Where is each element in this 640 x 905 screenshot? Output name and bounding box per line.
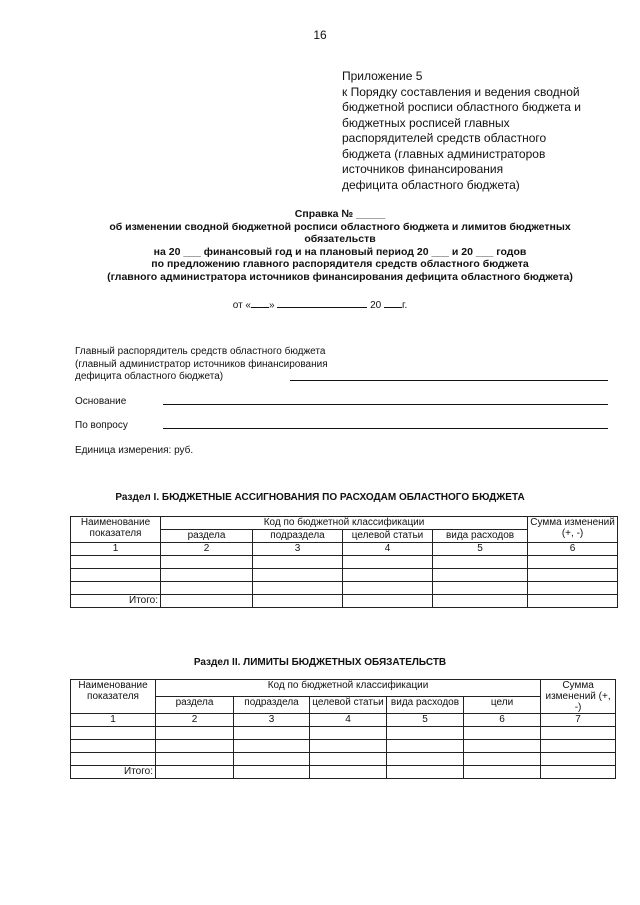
header-name: Наименование показателя [71,517,161,543]
title-line: по предложению главного распорядителя средств областного бюджета [151,258,529,271]
total-label: Итого: [71,766,156,779]
appendix-line: Приложение 5 [342,69,423,83]
header-code: Код по бюджетной классификации [156,680,541,697]
table-cell[interactable] [343,582,433,595]
total-row [71,766,616,779]
section2-table [70,679,616,779]
day-blank[interactable] [251,297,269,308]
title-line: (главного администратора источников финансирования дефицита областного бюджета) [107,270,573,283]
basis-label: Основание [75,396,127,407]
table-cell[interactable] [156,753,234,766]
subheader-expense-type: вида расходов [433,530,528,543]
subheader-razdel: раздела [156,697,234,714]
table-cell[interactable] [541,727,616,740]
month-blank[interactable] [277,297,367,308]
table-cell[interactable] [528,569,618,582]
table-cell[interactable] [528,556,618,569]
title-line: обязательств [304,233,376,246]
appendix-line: бюджета (главных администраторов [342,146,546,161]
col-number: 5 [433,543,528,556]
table-cell[interactable] [71,569,161,582]
page-number: 16 [313,28,327,42]
subheader-razdel: раздела [161,530,253,543]
table-row [71,727,616,740]
appendix-line: распорядителей средств областного [342,131,547,145]
table-cell[interactable] [253,556,343,569]
table-cell[interactable] [71,582,161,595]
table-row [71,582,618,595]
col-number: 2 [161,543,253,556]
distributor-line: (главный администратор источников финансирования [75,358,328,370]
subheader-goal: цели [464,697,541,714]
table-cell[interactable] [161,582,253,595]
table-row [71,556,618,569]
table-cell[interactable] [253,569,343,582]
table-cell[interactable] [433,569,528,582]
total-label: Итого: [71,595,161,608]
basis-blank[interactable] [163,404,608,405]
table-cell[interactable] [541,766,616,779]
table-cell[interactable] [71,740,156,753]
appendix-line: бюджетных росписей главных [342,115,510,130]
table-cell[interactable] [464,727,541,740]
section1-title: Раздел I. БЮДЖЕТНЫЕ АССИГНОВАНИЯ ПО РАСХОДАМ ОБЛАСТНОГО БЮДЖЕТА [115,492,525,503]
document-title [70,208,610,284]
year-blank[interactable] [384,297,402,308]
table-cell[interactable] [387,753,464,766]
table-cell[interactable] [541,740,616,753]
table-cell[interactable] [464,740,541,753]
number-row [71,543,618,556]
table-cell[interactable] [310,766,387,779]
col-number: 5 [387,714,464,727]
col-number: 1 [71,714,156,727]
question-blank[interactable] [163,428,608,429]
table-row [71,569,618,582]
question-label: По вопросу [75,420,128,431]
distributor-line: дефицита областного бюджета) [75,371,224,382]
table-cell[interactable] [433,582,528,595]
table-cell[interactable] [71,556,161,569]
subheader-podrazdel: подраздела [234,697,310,714]
col-number: 1 [71,543,161,556]
table-cell[interactable] [156,740,234,753]
table-cell[interactable] [234,740,310,753]
table-row [71,740,616,753]
table-cell[interactable] [464,766,541,779]
appendix-line: к Порядку составления и ведения сводной [342,84,580,99]
subheader-expense-type: вида расходов [387,697,464,714]
col-number: 6 [528,543,618,556]
table-cell[interactable] [71,753,156,766]
subheader-target: целевой статьи [310,697,387,714]
distributor-line: Главный распорядитель средств областного бюджета [75,346,326,357]
header-name: Наименование показателя [71,680,156,714]
appendix-line: бюджетной росписи областного бюджета и [342,100,581,114]
col-number: 3 [253,543,343,556]
date-suffix: г. [402,300,408,311]
table-cell[interactable] [343,595,433,608]
table-cell[interactable] [161,556,253,569]
col-number: 4 [343,543,433,556]
col-number: 6 [464,714,541,727]
distributor-blank[interactable] [290,380,608,381]
title-line: об изменении сводной бюджетной росписи областного бюджета и лимитов бюджетных [109,220,571,233]
appendix-line: дефицита областного бюджета) [342,177,520,192]
table-row [71,753,616,766]
header-sum: Сумма изменений (+, -) [541,680,616,714]
appendix-line: источников финансирования [342,162,504,176]
subheader-target: целевой статьи [343,530,433,543]
table-cell[interactable] [387,727,464,740]
table-cell[interactable] [234,727,310,740]
table-cell[interactable] [253,595,343,608]
table-cell[interactable] [310,753,387,766]
table-cell[interactable] [387,766,464,779]
col-number: 3 [234,714,310,727]
table-cell[interactable] [433,595,528,608]
table-cell[interactable] [234,766,310,779]
header-code: Код по бюджетной классификации [161,517,528,530]
header-sum: Сумма изменений (+, -) [528,517,618,543]
date-line [0,297,640,311]
appendix-header [342,69,612,193]
number-row [71,714,616,727]
table-cell[interactable] [161,595,253,608]
title-line: на 20 ___ финансовый год и на плановый период 20 ___ и 20 ___ годов [153,245,527,258]
table-cell[interactable] [343,556,433,569]
table-cell[interactable] [161,569,253,582]
unit-label: Единица измерения: руб. [75,445,194,456]
table-cell[interactable] [528,595,618,608]
col-number: 2 [156,714,234,727]
table-cell[interactable] [234,753,310,766]
col-number: 4 [310,714,387,727]
table-cell[interactable] [387,740,464,753]
table-cell[interactable] [343,569,433,582]
table-cell[interactable] [310,727,387,740]
date-year: 20 [370,300,382,311]
title-line: Справка № _____ [294,208,386,220]
total-row [71,595,618,608]
distributor-label [75,346,328,384]
table-cell[interactable] [528,582,618,595]
date-prefix: от « [232,300,251,311]
table-cell[interactable] [156,727,234,740]
section1-table [70,516,618,608]
table-cell[interactable] [464,753,541,766]
table-cell[interactable] [71,727,156,740]
col-number: 7 [541,714,616,727]
date-mid: » [269,300,275,311]
table-cell[interactable] [310,740,387,753]
section2-title: Раздел II. ЛИМИТЫ БЮДЖЕТНЫХ ОБЯЗАТЕЛЬСТВ [193,657,447,668]
table-cell[interactable] [433,556,528,569]
table-cell[interactable] [156,766,234,779]
table-cell[interactable] [253,582,343,595]
subheader-podrazdel: подраздела [253,530,343,543]
table-cell[interactable] [541,753,616,766]
